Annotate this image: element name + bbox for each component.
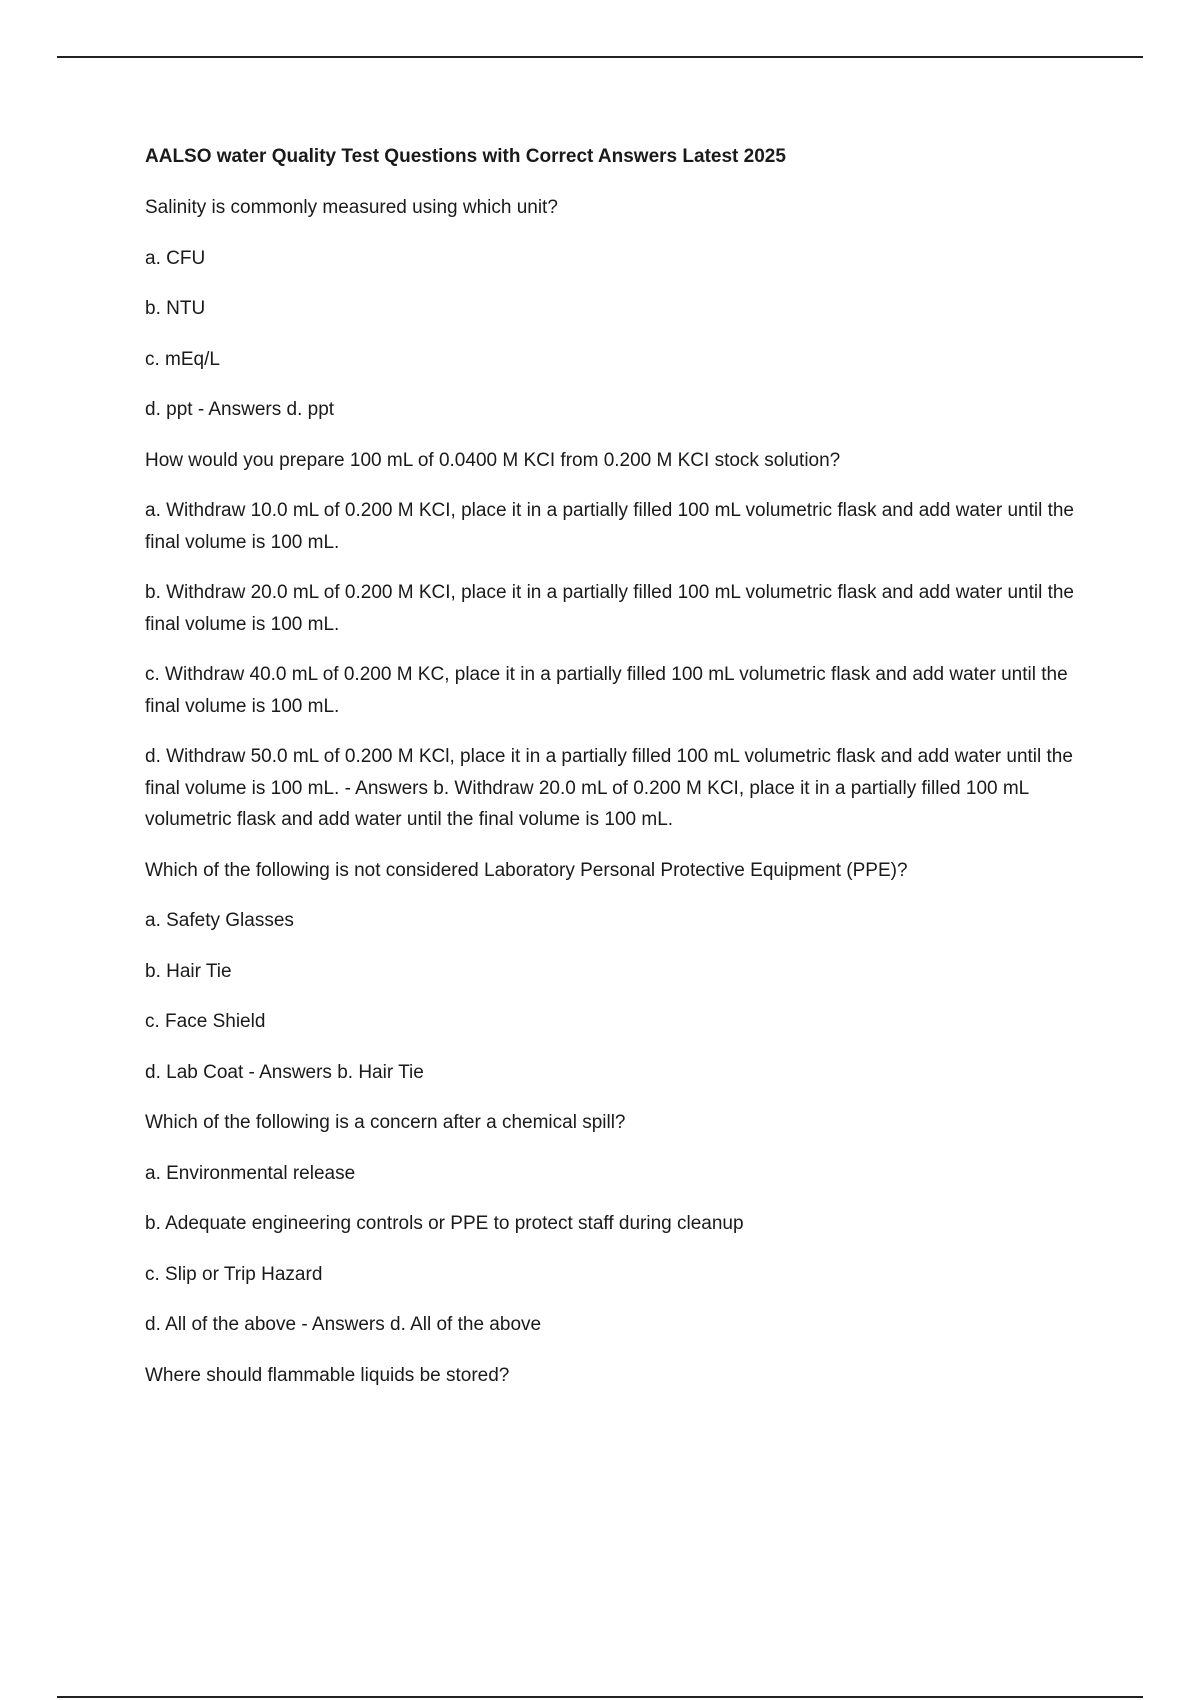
question-1-option-d-answer: d. ppt - Answers d. ppt <box>145 399 335 420</box>
document-title: AALSO water Quality Test Questions with Correct Answers Latest 2025 <box>145 146 786 167</box>
question-4-option-d-answer: d. All of the above - Answers d. All of the above <box>145 1314 542 1335</box>
question-3-option-a: a. Safety Glasses <box>145 910 294 931</box>
question-1-option-a: a. CFU <box>145 247 206 269</box>
question-4-option-c: c. Slip or Trip Hazard <box>145 1263 323 1285</box>
question-3-option-b: b. Hair Tie <box>145 960 232 982</box>
question-4: Which of the following is a concern after a chemical spill? <box>145 1112 626 1133</box>
question-3-option-d-answer: d. Lab Coat - Answers b. Hair Tie <box>145 1061 424 1083</box>
question-2-option-c: c. Withdraw 40.0 mL of 0.200 M KC, place it in a partially filled 100 mL volumetric flask and add water until the final volume is 100 mL. <box>145 664 1068 717</box>
top-rule <box>57 56 1143 58</box>
question-1-option-c: c. mEq/L <box>145 348 220 370</box>
question-3-option-c: c. Face Shield <box>145 1011 266 1032</box>
bottom-rule <box>57 1696 1143 1698</box>
question-1: Salinity is commonly measured using which unit? <box>145 197 558 218</box>
question-2-option-b: b. Withdraw 20.0 mL of 0.200 M KCI, place it in a partially filled 100 mL volumetric flask and add water until the final volume is 100 mL. <box>145 582 1074 635</box>
question-2-option-a: a. Withdraw 10.0 mL of 0.200 M KCI, place it in a partially filled 100 mL volumetric flask and add water until the final volume is 100 mL. <box>145 500 1074 553</box>
question-2: How would you prepare 100 mL of 0.0400 M KCI from 0.200 M KCI stock solution? <box>145 449 841 471</box>
question-1-option-b: b. NTU <box>145 298 206 319</box>
question-3: Which of the following is not considered Laboratory Personal Protective Equipment (PPE)? <box>145 859 908 881</box>
question-4-option-a: a. Environmental release <box>145 1162 356 1184</box>
question-2-option-d-answer: d. Withdraw 50.0 mL of 0.200 M KCl, place it in a partially filled 100 mL volumetric flask and add water until the final volume is 100 mL. - Answers b. Withdraw 20.0 mL of 0.200 M KCI, place it in a partially filled 100 mL volumetric flask and add water until the final volume is 100 mL. <box>145 746 1073 830</box>
question-4-option-b: b. Adequate engineering controls or PPE to protect staff during cleanup <box>145 1213 744 1234</box>
document-body <box>145 142 1080 1410</box>
question-5: Where should flammable liquids be stored? <box>145 1364 510 1386</box>
